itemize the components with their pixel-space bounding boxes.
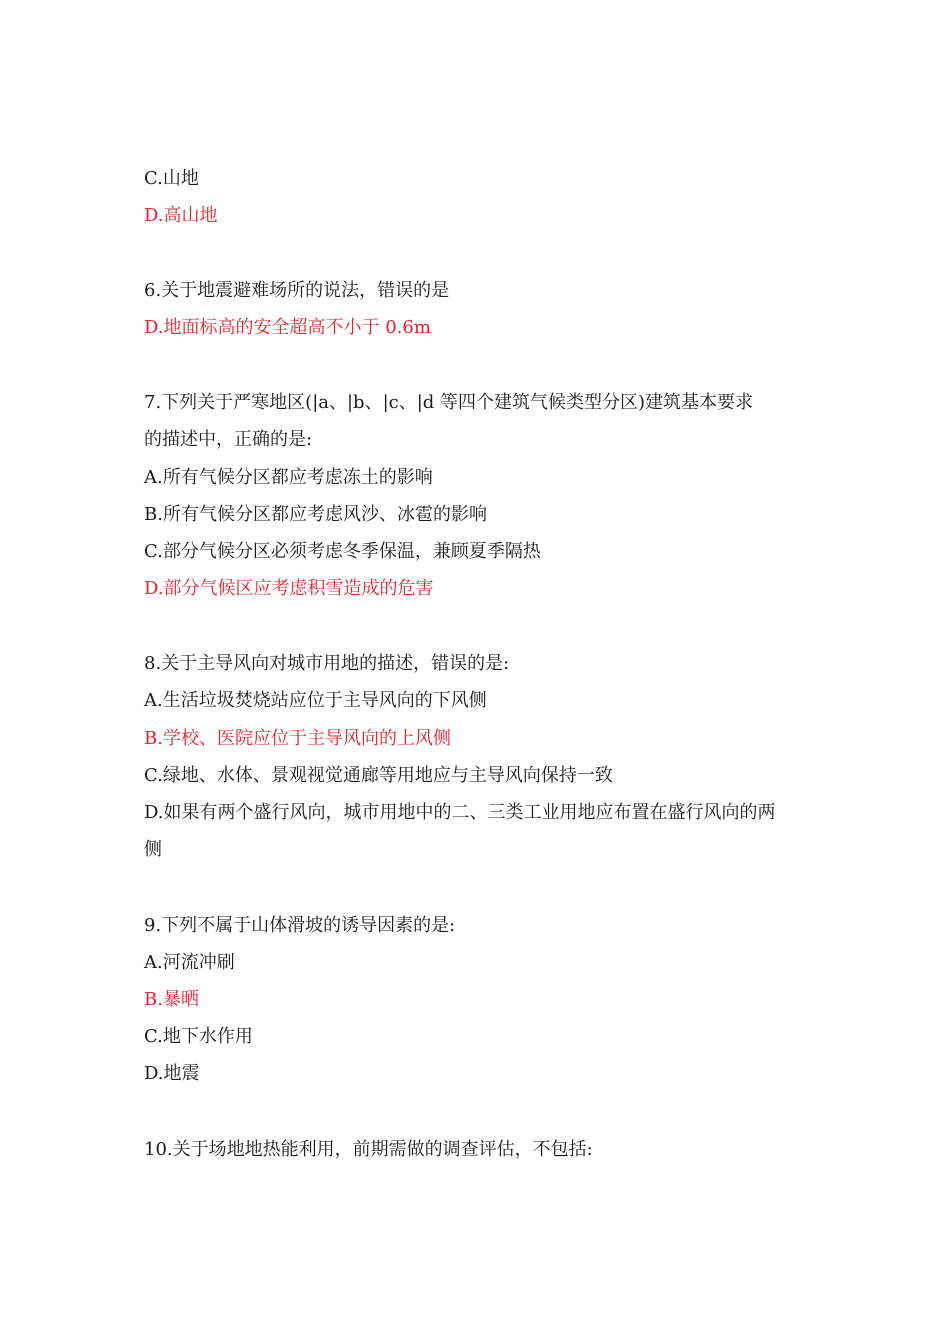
answer-option-d-q7: D.部分气候区应考虑积雪造成的危害 xyxy=(144,578,434,599)
option-a-q8: A.生活垃圾焚烧站应位于主导风向的下风侧 xyxy=(144,690,487,711)
question-7-continued: 的描述中，正确的是: xyxy=(144,429,313,450)
option-c-q7: C.部分气候分区必须考虑冬季保温，兼顾夏季隔热 xyxy=(144,541,541,562)
option-d-q9: D.地震 xyxy=(144,1063,200,1084)
option-a-q9: A.河流冲刷 xyxy=(144,952,235,973)
answer-option-d-q6: D.地面标高的安全超高不小于 0.6m xyxy=(144,317,431,338)
option-d-q8-continued: 侧 xyxy=(144,839,162,860)
option-d-q8: D.如果有两个盛行风向，城市用地中的二、三类工业用地应布置在盛行风向的两 xyxy=(144,802,776,823)
option-a-q7: A.所有气候分区都应考虑冻土的影响 xyxy=(144,467,433,488)
answer-option-b-q9: B.暴晒 xyxy=(144,989,199,1010)
answer-option-b-q8: B.学校、医院应位于主导风向的上风侧 xyxy=(144,728,451,749)
question-7: 7.下列关于严寒地区(|a、|b、|c、|d 等四个建筑气候类型分区)建筑基本要求 xyxy=(144,392,754,413)
question-8: 8.关于主导风向对城市用地的描述，错误的是: xyxy=(144,653,510,674)
option-c-q5: C.山地 xyxy=(144,168,199,189)
question-9: 9.下列不属于山体滑坡的诱导因素的是: xyxy=(144,915,456,936)
answer-option-d-q5: D.高山地 xyxy=(144,205,218,226)
option-c-q8: C.绿地、水体、景观视觉通廊等用地应与主导风向保持一致 xyxy=(144,765,613,786)
option-b-q7: B.所有气候分区都应考虑风沙、冰雹的影响 xyxy=(144,504,487,525)
option-c-q9: C.地下水作用 xyxy=(144,1026,253,1047)
question-6: 6.关于地震避难场所的说法，错误的是 xyxy=(144,280,450,301)
question-10: 10.关于场地地热能利用，前期需做的调查评估，不包括: xyxy=(144,1139,593,1160)
